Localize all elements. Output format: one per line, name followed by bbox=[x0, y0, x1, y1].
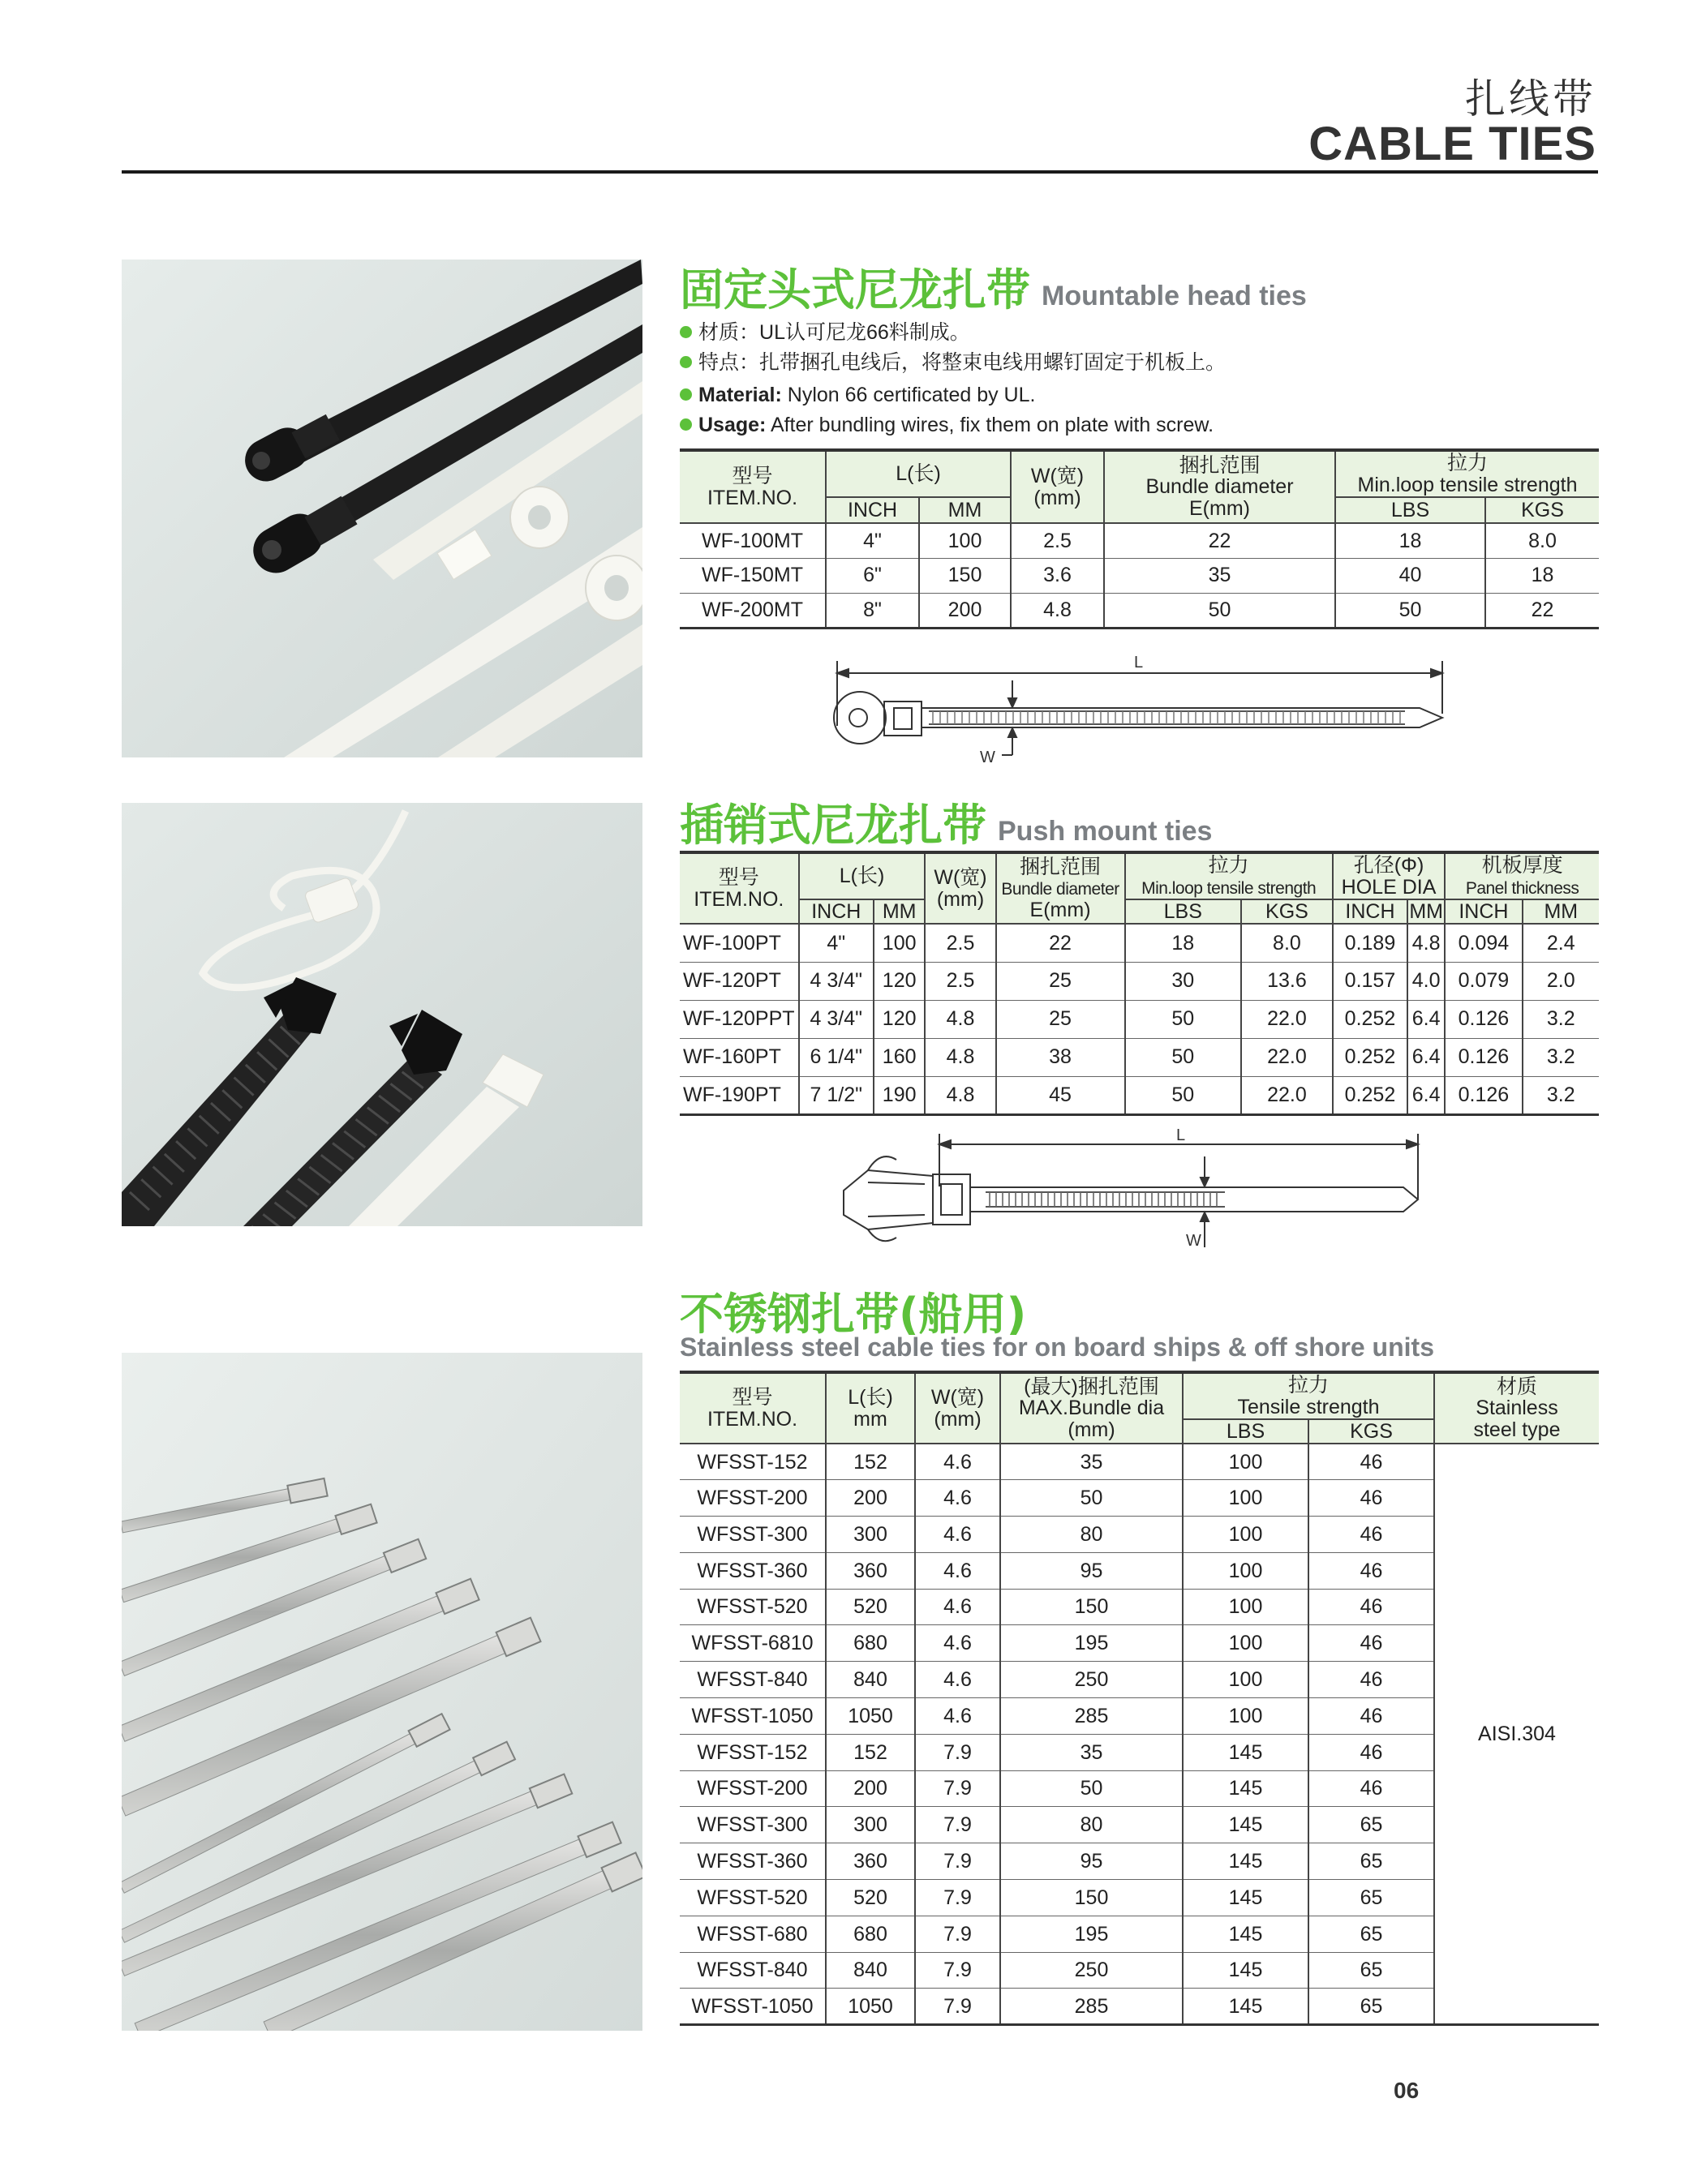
bullet-label: Usage: bbox=[698, 414, 767, 436]
th-length: L(长) mm bbox=[826, 1372, 915, 1444]
table-cell: 65 bbox=[1308, 1916, 1434, 1952]
table-cell: 360 bbox=[826, 1552, 915, 1589]
table-cell: 100 bbox=[1183, 1662, 1308, 1698]
section3-title-cn: 不锈钢扎带(船用) bbox=[680, 1289, 1027, 1340]
table-cell: 35 bbox=[1000, 1444, 1183, 1480]
bullet-text: ：UL认可尼龙66料制成。 bbox=[739, 321, 970, 344]
table-cell: WFSST-200 bbox=[680, 1480, 826, 1517]
table-cell: 4.6 bbox=[915, 1552, 1000, 1589]
table-cell: 7 1/2" bbox=[799, 1076, 874, 1114]
bullet-dot-icon bbox=[680, 418, 692, 431]
table-cell: 100 bbox=[1183, 1589, 1308, 1625]
th-bundle-dia: (最大)捆扎范围 MAX.Bundle dia (mm) bbox=[1000, 1372, 1183, 1444]
table-cell: 120 bbox=[874, 962, 926, 1000]
table-cell: 145 bbox=[1183, 1880, 1308, 1916]
table-cell: WFSST-152 bbox=[680, 1444, 826, 1480]
table-row bbox=[680, 593, 1599, 628]
table-cell: 8" bbox=[826, 593, 919, 628]
table-cell: 4" bbox=[826, 523, 919, 558]
th-material: 材质 Stainless steel type bbox=[1434, 1372, 1599, 1444]
table-cell: 65 bbox=[1308, 1843, 1434, 1880]
table-cell: 680 bbox=[826, 1916, 915, 1952]
table-cell: 2.5 bbox=[1011, 523, 1104, 558]
th-item: 型号 ITEM.NO. bbox=[680, 852, 799, 924]
table-cell: 0.157 bbox=[1333, 962, 1407, 1000]
th-length: L(长) bbox=[799, 852, 926, 899]
table-cell: WF-100PT bbox=[680, 924, 799, 962]
table-cell: 145 bbox=[1183, 1916, 1308, 1952]
table-cell: 680 bbox=[826, 1625, 915, 1662]
th-panel-mm: MM bbox=[1523, 899, 1599, 924]
table-cell: 285 bbox=[1000, 1698, 1183, 1735]
table-row bbox=[680, 1076, 1599, 1114]
table-body bbox=[680, 1444, 1599, 2025]
table-cell: 0.126 bbox=[1445, 1000, 1522, 1038]
table-cell: 22.0 bbox=[1241, 1038, 1333, 1076]
table-cell: 25 bbox=[996, 962, 1125, 1000]
diagram-label-w: W bbox=[980, 749, 995, 766]
table-cell: 4" bbox=[799, 924, 874, 962]
section2-title bbox=[680, 791, 1212, 853]
th-kgs: KGS bbox=[1485, 497, 1599, 523]
photo-mountable-head-ties bbox=[122, 260, 642, 757]
table-cell: 22 bbox=[996, 924, 1125, 962]
table-cell: 4 3/4" bbox=[799, 1000, 874, 1038]
table-cell: 150 bbox=[919, 558, 1011, 593]
table-cell: 520 bbox=[826, 1589, 915, 1625]
table-cell: 3.6 bbox=[1011, 558, 1104, 593]
table-cell: 4.6 bbox=[915, 1698, 1000, 1735]
section1-bullets bbox=[680, 318, 1226, 440]
table-cell: 80 bbox=[1000, 1807, 1183, 1843]
table-cell: 100 bbox=[1183, 1625, 1308, 1662]
diagram-label-l: L bbox=[1176, 1126, 1186, 1144]
bullet-item bbox=[680, 410, 1226, 440]
th-inch: INCH bbox=[799, 899, 874, 924]
table-cell: 840 bbox=[826, 1662, 915, 1698]
table-cell: 18 bbox=[1485, 558, 1599, 593]
table-cell: WFSST-200 bbox=[680, 1770, 826, 1807]
bullet-item bbox=[680, 348, 1226, 378]
table-cell: 200 bbox=[826, 1480, 915, 1517]
table-cell: 4.6 bbox=[915, 1589, 1000, 1625]
table-row bbox=[680, 558, 1599, 593]
table-cell: 145 bbox=[1183, 1843, 1308, 1880]
table-cell: 95 bbox=[1000, 1552, 1183, 1589]
table-cell: WFSST-680 bbox=[680, 1916, 826, 1952]
table-cell: 50 bbox=[1125, 1000, 1242, 1038]
th-kgs: KGS bbox=[1308, 1419, 1434, 1444]
table-cell: 65 bbox=[1308, 1807, 1434, 1843]
th-length: L(长) bbox=[826, 450, 1011, 497]
header-title-en: CABLE TIES bbox=[1308, 118, 1596, 170]
section2-title-en: Push mount ties bbox=[998, 816, 1213, 847]
table-cell: 46 bbox=[1308, 1770, 1434, 1807]
table-cell: 7.9 bbox=[915, 1770, 1000, 1807]
table-cell: 360 bbox=[826, 1843, 915, 1880]
bullet-text: Nylon 66 certificated by UL. bbox=[781, 384, 1036, 406]
table-cell: 30 bbox=[1125, 962, 1242, 1000]
table-cell: 100 bbox=[1183, 1444, 1308, 1480]
table-cell: 4.8 bbox=[1407, 924, 1445, 962]
th-tensile: 拉力 Min.loop tensile strength bbox=[1125, 852, 1333, 899]
th-width: W(宽) (mm) bbox=[915, 1372, 1000, 1444]
th-lbs: LBS bbox=[1335, 497, 1485, 523]
table-cell: 3.2 bbox=[1523, 1038, 1599, 1076]
table-cell: 7.9 bbox=[915, 1916, 1000, 1952]
table-cell: 195 bbox=[1000, 1916, 1183, 1952]
table-cell: 0.252 bbox=[1333, 1038, 1407, 1076]
table-cell: 4.6 bbox=[915, 1517, 1000, 1553]
table-cell: 50 bbox=[1335, 593, 1485, 628]
table-cell: 145 bbox=[1183, 1807, 1308, 1843]
table-cell: 46 bbox=[1308, 1662, 1434, 1698]
th-panel-thickness: 机板厚度 Panel thickness bbox=[1445, 852, 1599, 899]
table-row bbox=[680, 924, 1599, 962]
table-cell: 18 bbox=[1125, 924, 1242, 962]
table-cell: 6" bbox=[826, 558, 919, 593]
table-cell: WFSST-360 bbox=[680, 1843, 826, 1880]
bullet-dot-icon bbox=[680, 326, 692, 338]
table-cell: WFSST-520 bbox=[680, 1880, 826, 1916]
table-cell: 7.9 bbox=[915, 1989, 1000, 2025]
table-cell: 13.6 bbox=[1241, 962, 1333, 1000]
table-row bbox=[680, 1444, 1599, 1480]
table-cell: WF-160PT bbox=[680, 1038, 799, 1076]
diagram-label-l: L bbox=[1134, 654, 1144, 672]
table-cell: 7.9 bbox=[915, 1952, 1000, 1989]
table-cell: 4 3/4" bbox=[799, 962, 874, 1000]
table-cell: WFSST-840 bbox=[680, 1952, 826, 1989]
table-cell: 65 bbox=[1308, 1952, 1434, 1989]
table-cell: WF-190PT bbox=[680, 1076, 799, 1114]
bullet-label: 特点 bbox=[698, 351, 740, 374]
mountable-head-tie-diagram bbox=[819, 653, 1460, 773]
table-row bbox=[680, 962, 1599, 1000]
table-cell: 7.9 bbox=[915, 1843, 1000, 1880]
table-cell: 46 bbox=[1308, 1589, 1434, 1625]
table-cell: 4.8 bbox=[925, 1038, 995, 1076]
table-cell: 18 bbox=[1335, 523, 1485, 558]
table-cell: 22.0 bbox=[1241, 1076, 1333, 1114]
table-cell: 7.9 bbox=[915, 1734, 1000, 1770]
table-cell: 100 bbox=[1183, 1698, 1308, 1735]
table-cell: 1050 bbox=[826, 1698, 915, 1735]
table-cell: 8.0 bbox=[1485, 523, 1599, 558]
table-cell: 152 bbox=[826, 1444, 915, 1480]
table-cell: WF-120PT bbox=[680, 962, 799, 1000]
table-cell: 0.126 bbox=[1445, 1038, 1522, 1076]
table-cell: 2.5 bbox=[925, 962, 995, 1000]
table-cell: 0.094 bbox=[1445, 924, 1522, 962]
table-cell: WFSST-6810 bbox=[680, 1625, 826, 1662]
header-title-cn: 扎线带 bbox=[1465, 75, 1596, 122]
table-cell: 46 bbox=[1308, 1734, 1434, 1770]
table-cell: 7.9 bbox=[915, 1807, 1000, 1843]
push-mount-ties-table bbox=[680, 851, 1599, 1116]
table-cell: 6.4 bbox=[1407, 1038, 1445, 1076]
table-row bbox=[680, 1038, 1599, 1076]
bullet-label: Material: bbox=[698, 384, 782, 406]
material-cell: AISI.304 bbox=[1434, 1444, 1599, 2025]
table-cell: 50 bbox=[1000, 1770, 1183, 1807]
table-cell: 190 bbox=[874, 1076, 926, 1114]
table-cell: 8.0 bbox=[1241, 924, 1333, 962]
table-cell: 22 bbox=[1104, 523, 1335, 558]
table-cell: WFSST-300 bbox=[680, 1807, 826, 1843]
table-cell: WF-100MT bbox=[680, 523, 826, 558]
table-cell: 2.0 bbox=[1523, 962, 1599, 1000]
table-cell: 150 bbox=[1000, 1589, 1183, 1625]
th-hole-dia: 孔径(Φ) HOLE DIA bbox=[1333, 852, 1445, 899]
table-cell: 100 bbox=[1183, 1552, 1308, 1589]
table-cell: 4.6 bbox=[915, 1480, 1000, 1517]
bullet-item bbox=[680, 380, 1226, 410]
diagram-label-w: W bbox=[1186, 1232, 1201, 1250]
table-cell: 0.126 bbox=[1445, 1076, 1522, 1114]
photo-stainless-steel-ties bbox=[122, 1353, 642, 2031]
section2-title-cn: 插销式尼龙扎带 bbox=[680, 800, 986, 851]
bullet-dot-icon bbox=[680, 356, 692, 368]
table-cell: 4.8 bbox=[1011, 593, 1104, 628]
table-cell: 145 bbox=[1183, 1952, 1308, 1989]
table-cell: 0.252 bbox=[1333, 1000, 1407, 1038]
table-cell: 2.5 bbox=[925, 924, 995, 962]
table-cell: 6 1/4" bbox=[799, 1038, 874, 1076]
table-cell: 35 bbox=[1000, 1734, 1183, 1770]
table-cell: WFSST-520 bbox=[680, 1589, 826, 1625]
table-cell: 38 bbox=[996, 1038, 1125, 1076]
bullet-text: ：扎带捆孔电线后，将整束电线用螺钉固定于机板上。 bbox=[739, 351, 1227, 374]
table-cell: 40 bbox=[1335, 558, 1485, 593]
table-cell: WF-120PPT bbox=[680, 1000, 799, 1038]
table-cell: 80 bbox=[1000, 1517, 1183, 1553]
table-cell: 3.2 bbox=[1523, 1076, 1599, 1114]
table-cell: 6.4 bbox=[1407, 1000, 1445, 1038]
table-cell: 145 bbox=[1183, 1734, 1308, 1770]
bullet-dot-icon bbox=[680, 388, 692, 401]
table-cell: 160 bbox=[874, 1038, 926, 1076]
table-cell: 46 bbox=[1308, 1444, 1434, 1480]
table-cell: 95 bbox=[1000, 1843, 1183, 1880]
table-cell: 145 bbox=[1183, 1989, 1308, 2025]
th-panel-inch: INCH bbox=[1445, 899, 1522, 924]
table-cell: WFSST-840 bbox=[680, 1662, 826, 1698]
table-cell: 2.4 bbox=[1523, 924, 1599, 962]
table-cell: 22.0 bbox=[1241, 1000, 1333, 1038]
stainless-steel-ties-table bbox=[680, 1371, 1599, 2026]
table-cell: WFSST-152 bbox=[680, 1734, 826, 1770]
page-number: 06 bbox=[1394, 2078, 1420, 2103]
table-cell: 195 bbox=[1000, 1625, 1183, 1662]
th-hole-inch: INCH bbox=[1333, 899, 1407, 924]
table-cell: 0.079 bbox=[1445, 962, 1522, 1000]
table-cell: 150 bbox=[1000, 1880, 1183, 1916]
table-cell: 300 bbox=[826, 1517, 915, 1553]
photo-push-mount-ties bbox=[122, 803, 642, 1226]
table-cell: 46 bbox=[1308, 1625, 1434, 1662]
table-cell: 840 bbox=[826, 1952, 915, 1989]
th-item: 型号 ITEM.NO. bbox=[680, 450, 826, 523]
th-lbs: LBS bbox=[1125, 899, 1242, 924]
table-cell: 100 bbox=[1183, 1517, 1308, 1553]
mountable-head-ties-table bbox=[680, 448, 1599, 629]
table-cell: 45 bbox=[996, 1076, 1125, 1114]
bullet-text: After bundling wires, fix them on plate with screw. bbox=[766, 414, 1214, 436]
th-item: 型号 ITEM.NO. bbox=[680, 1372, 826, 1444]
table-cell: 0.189 bbox=[1333, 924, 1407, 962]
th-width: W(宽) (mm) bbox=[1011, 450, 1104, 523]
th-mm: MM bbox=[874, 899, 926, 924]
table-cell: 46 bbox=[1308, 1552, 1434, 1589]
table-cell: 520 bbox=[826, 1880, 915, 1916]
table-cell: 300 bbox=[826, 1807, 915, 1843]
table-cell: 50 bbox=[1125, 1038, 1242, 1076]
table-cell: 22 bbox=[1485, 593, 1599, 628]
bullet-label: 材质 bbox=[698, 321, 740, 344]
table-cell: 46 bbox=[1308, 1517, 1434, 1553]
table-cell: 50 bbox=[1104, 593, 1335, 628]
table-cell: 1050 bbox=[826, 1989, 915, 2025]
table-cell: 6.4 bbox=[1407, 1076, 1445, 1114]
table-cell: 50 bbox=[1125, 1076, 1242, 1114]
table-cell: 200 bbox=[826, 1770, 915, 1807]
table-body bbox=[680, 523, 1599, 628]
section1-title-en: Mountable head ties bbox=[1042, 281, 1307, 311]
table-cell: 4.6 bbox=[915, 1662, 1000, 1698]
th-inch: INCH bbox=[826, 497, 919, 523]
table-cell: 4.6 bbox=[915, 1444, 1000, 1480]
table-cell: WFSST-300 bbox=[680, 1517, 826, 1553]
table-cell: 100 bbox=[1183, 1480, 1308, 1517]
table-cell: 3.2 bbox=[1523, 1000, 1599, 1038]
table-cell: WFSST-1050 bbox=[680, 1989, 826, 2025]
table-cell: 50 bbox=[1000, 1480, 1183, 1517]
header-rule bbox=[122, 170, 1598, 174]
table-cell: 46 bbox=[1308, 1480, 1434, 1517]
table-cell: 4.6 bbox=[915, 1625, 1000, 1662]
table-body bbox=[680, 924, 1599, 1114]
section3-title-en: Stainless steel cable ties for on board ships & off shore units bbox=[680, 1332, 1434, 1362]
section1-title-cn: 固定头式尼龙扎带 bbox=[680, 264, 1030, 315]
th-mm: MM bbox=[919, 497, 1011, 523]
table-cell: 250 bbox=[1000, 1662, 1183, 1698]
table-cell: 4.0 bbox=[1407, 962, 1445, 1000]
table-cell: WFSST-360 bbox=[680, 1552, 826, 1589]
th-hole-mm: MM bbox=[1407, 899, 1445, 924]
section1-title bbox=[680, 255, 1307, 318]
table-cell: 120 bbox=[874, 1000, 926, 1038]
table-cell: 100 bbox=[919, 523, 1011, 558]
th-tensile: 拉力 Min.loop tensile strength bbox=[1335, 450, 1599, 497]
table-cell: 285 bbox=[1000, 1989, 1183, 2025]
table-cell: WFSST-1050 bbox=[680, 1698, 826, 1735]
table-cell: 200 bbox=[919, 593, 1011, 628]
th-kgs: KGS bbox=[1241, 899, 1333, 924]
table-cell: 4.8 bbox=[925, 1000, 995, 1038]
bullet-item bbox=[680, 318, 1226, 348]
table-cell: 35 bbox=[1104, 558, 1335, 593]
table-cell: 145 bbox=[1183, 1770, 1308, 1807]
table-cell: 46 bbox=[1308, 1698, 1434, 1735]
th-bundle-diameter: 捆扎范围 Bundle diameter E(mm) bbox=[1104, 450, 1335, 523]
table-row bbox=[680, 1000, 1599, 1038]
table-cell: 65 bbox=[1308, 1880, 1434, 1916]
table-cell: 100 bbox=[874, 924, 926, 962]
th-lbs: LBS bbox=[1183, 1419, 1308, 1444]
th-width: W(宽) (mm) bbox=[925, 852, 995, 924]
table-cell: 7.9 bbox=[915, 1880, 1000, 1916]
table-row bbox=[680, 523, 1599, 558]
push-mount-tie-diagram bbox=[836, 1126, 1436, 1255]
table-cell: 4.8 bbox=[925, 1076, 995, 1114]
table-cell: WF-150MT bbox=[680, 558, 826, 593]
table-cell: WF-200MT bbox=[680, 593, 826, 628]
table-cell: 0.252 bbox=[1333, 1076, 1407, 1114]
th-bundle-diameter: 捆扎范围 Bundle diameter E(mm) bbox=[996, 852, 1125, 924]
table-cell: 250 bbox=[1000, 1952, 1183, 1989]
th-tensile: 拉力 Tensile strength bbox=[1183, 1372, 1434, 1419]
table-cell: 152 bbox=[826, 1734, 915, 1770]
table-cell: 25 bbox=[996, 1000, 1125, 1038]
table-cell: 65 bbox=[1308, 1989, 1434, 2025]
